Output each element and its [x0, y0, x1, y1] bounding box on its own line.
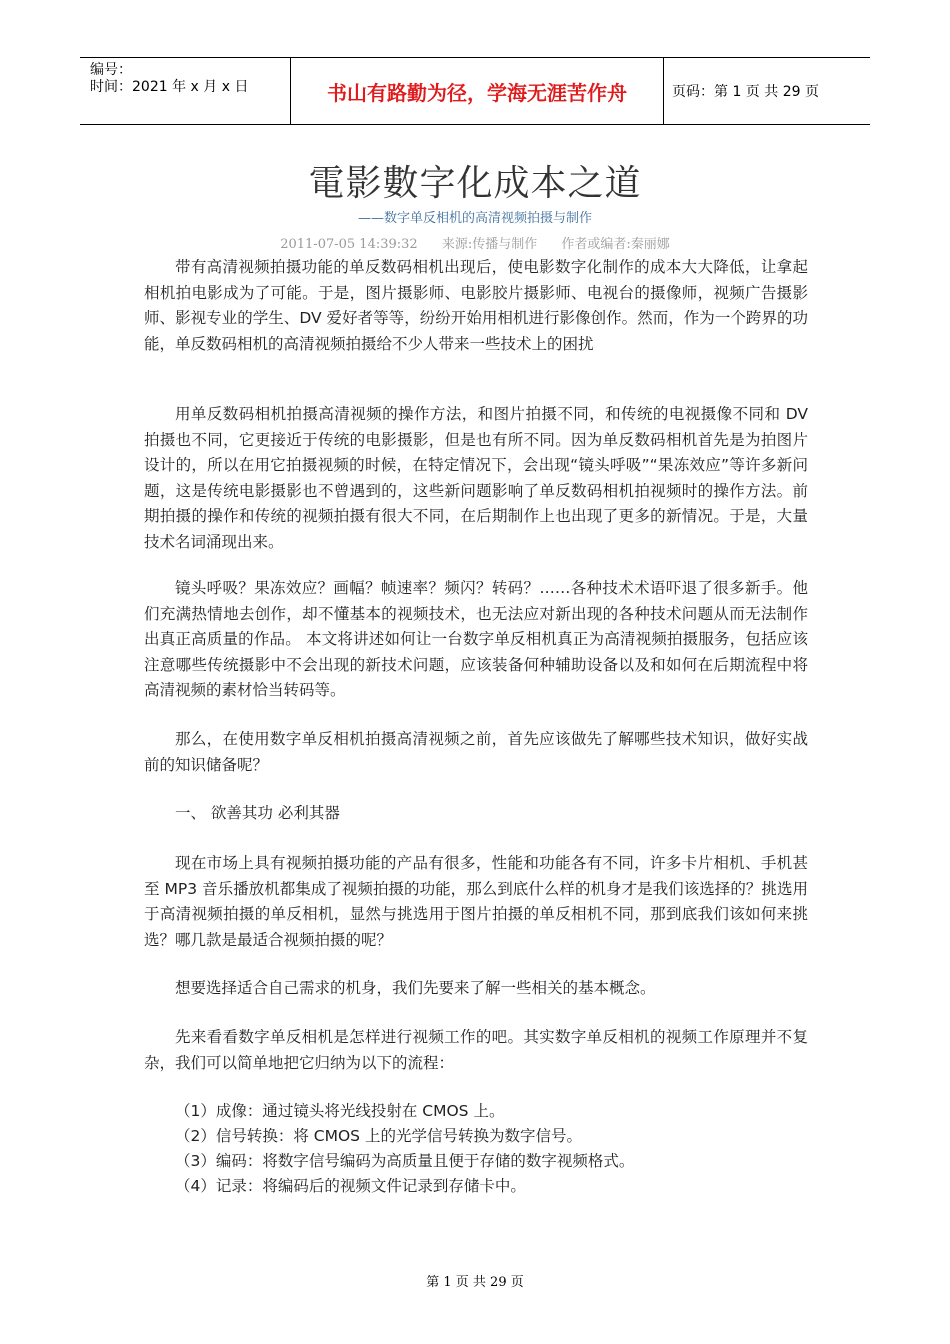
paragraph: 镜头呼吸？果冻效应？画幅？帧速率？频闪？转码？……各种技术术语吓退了很多新手。他们充满热情地去创作，却不懂基本的视频技术，也无法应对新出现的各种技术问题从而无法制作出真正高质量的作品。 本文将讲述如何让一台数字单反相机真正为高清视频拍摄服务，包括应该注意哪些传统摄影中不会出现的新技术问题，应该装备何种辅助设备以及和如何在后期流程中将高清视频的素材恰当转码等。: [144, 579, 808, 699]
paragraph: 想要选择适合自己需求的机身，我们先要来了解一些相关的基本概念。: [175, 979, 656, 997]
document-number-label: 编号：: [90, 62, 132, 78]
header-table: [80, 57, 870, 125]
paragraph: 用单反数码相机拍摄高清视频的操作方法，和图片拍摄不同，和传统的电视摄像不同和 DV 拍摄也不同，它更接近于传统的电影摄影，但是也有所不同。因为单反数码相机首先是为拍图片设计的，所以在用它拍摄视频的时候，在特定情况下，会出现“镜头呼吸”“果冻效应”等许多新问题，这是传统电影摄影也不曾遇到的，这些新问题影响了单反数码相机拍视频时的操作方法。前期拍摄的操作和传统的视频拍摄有很大不同，在后期制作上也出现了更多的新情况。于是，大量技术名词涌现出来。: [144, 405, 808, 551]
list-item: （2）信号转换：将 CMOS 上的光学信号转换为数字信号。: [175, 1127, 582, 1145]
document-time-label: 时间：2021 年 x 月 x 日: [90, 79, 249, 95]
article-meta: [0, 233, 950, 252]
paragraph: 带有高清视频拍摄功能的单反数码相机出现后，使电影数字化制作的成本大大降低，让拿起相机拍电影成为了可能。于是，图片摄影师、电影胶片摄影师、电视台的摄像师，视频广告摄影师、影视专业的学生、DV 爱好者等等，纷纷开始用相机进行影像创作。然而，作为一个跨界的功能，单反数码相机的高清视频拍摄给不少人带来一些技术上的困扰: [144, 258, 808, 353]
page-footer: 第 1 页 共 29 页: [426, 1275, 524, 1290]
paragraph: 先来看看数字单反相机是怎样进行视频工作的吧。其实数字单反相机的视频工作原理并不复杂，我们可以简单地把它归纳为以下的流程：: [144, 1028, 808, 1072]
article-author: 作者或编者:秦丽娜: [561, 237, 670, 252]
section-heading: 一、 欲善其功 必利其器: [175, 804, 340, 822]
header-info-cell: [80, 58, 291, 125]
paragraph: 现在市场上具有视频拍摄功能的产品有很多，性能和功能各有不同，许多卡片相机、手机甚至 MP3 音乐播放机都集成了视频拍摄的功能，那么到底什么样的机身才是我们该选择的？挑选用于高清视频拍摄的单反相机，显然与挑选用于图片拍摄的单反相机不同，那到底我们该如何来挑选？哪几款是最适合视频拍摄的呢？: [144, 854, 808, 949]
paragraph: 那么，在使用数字单反相机拍摄高清视频之前，首先应该做先了解哪些技术知识，做好实战前的知识储备呢？: [144, 730, 808, 774]
article-source: 来源:传播与制作: [441, 237, 538, 252]
header-page-label: 页码：第 1 页 共 29 页: [664, 58, 871, 125]
header-motto: 书山有路勤为径，学海无涯苦作舟: [291, 58, 664, 125]
list-item: （4）记录：将编码后的视频文件记录到存储卡中。: [175, 1177, 526, 1195]
article-date: 2011-07-05 14:39:32: [280, 237, 418, 252]
article-title: 電影數字化成本之道: [308, 163, 642, 204]
article-subtitle: ——数字单反相机的高清视频拍摄与制作: [357, 211, 592, 226]
list-item: （3）编码：将数字信号编码为高质量且便于存储的数字视频格式。: [175, 1152, 635, 1170]
list-item: （1）成像：通过镜头将光线投射在 CMOS 上。: [175, 1102, 505, 1120]
